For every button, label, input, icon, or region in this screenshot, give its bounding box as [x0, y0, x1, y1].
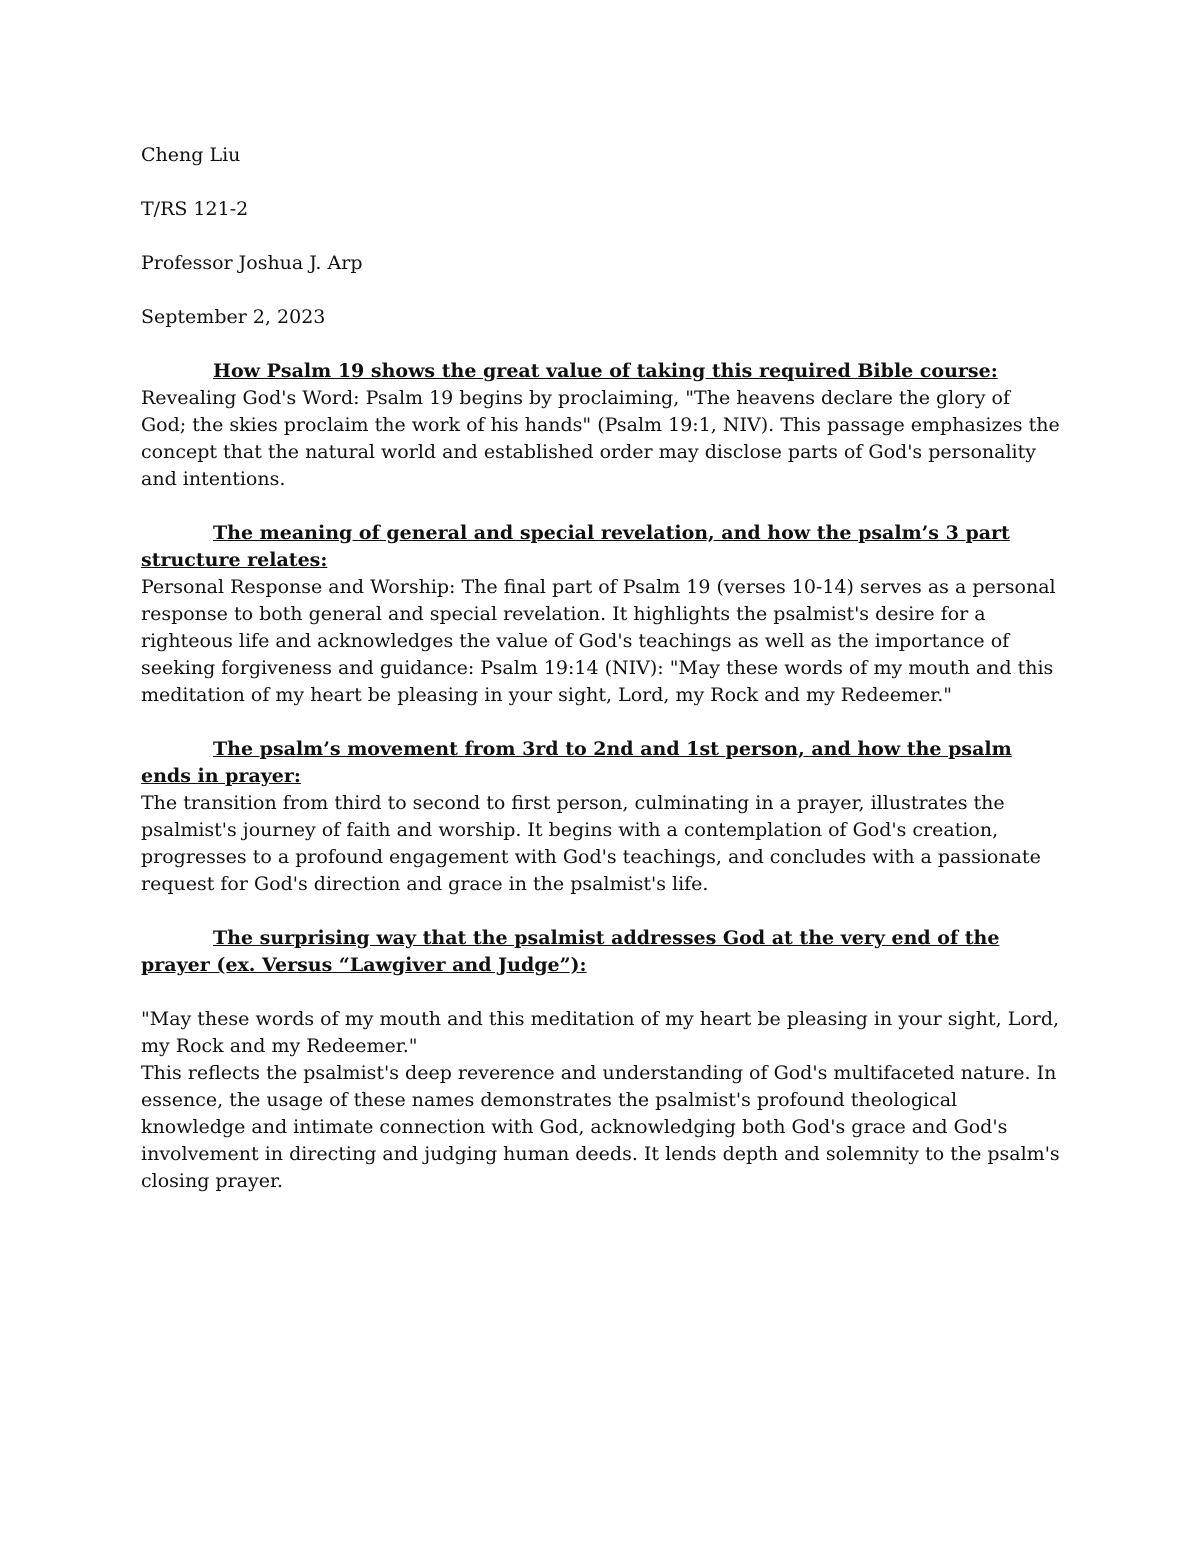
section-body-4: This reflects the psalmist's deep reverence and understanding of God's multifaceted nature. In essence, the usage of these names demonstrates the psalmist's profound theological knowledge and intimate connection with God, acknowledging both God's grace and God's involvement in directing and judging human deeds. It lends depth and solemnity to the psalm's closing prayer. — [141, 1062, 1060, 1192]
paragraph-spacer — [141, 709, 1061, 736]
document-date: September 2, 2023 — [141, 306, 326, 328]
section-heading-3: The psalm’s movement from 3rd to 2nd and 1st person, and how the psalm ends in prayer: — [141, 738, 1012, 787]
professor-name: Professor Joshua J. Arp — [141, 252, 363, 274]
document-body — [141, 142, 1061, 1195]
section-body-1: Revealing God's Word: Psalm 19 begins by proclaiming, "The heavens declare the glory of God; the skies proclaim the work of his hands" (Psalm 19:1, NIV). This passage emphasizes the concept that the natural world and established order may disclose parts of God's personality and intentions. — [141, 387, 1060, 490]
section-heading-1: How Psalm 19 shows the great value of taking this required Bible course: — [213, 360, 998, 382]
paragraph-spacer — [141, 979, 1061, 1006]
section-body-2: Personal Response and Worship: The final part of Psalm 19 (verses 10-14) serves as a personal response to both general and special revelation. It highlights the psalmist's desire for a righteous life and acknowledges the value of God's teachings as well as the importance of seeking forgiveness and guidance: Psalm 19:14 (NIV): "May these words of my mouth and this meditation of my heart be pleasing in your sight, Lord, my Rock and my Redeemer." — [141, 576, 1056, 706]
paragraph-spacer — [141, 493, 1061, 520]
section-quote-4: "May these words of my mouth and this meditation of my heart be pleasing in your sight, Lord, my Rock and my Redeemer." — [141, 1008, 1060, 1057]
paragraph-spacer — [141, 898, 1061, 925]
course-code: T/RS 121-2 — [141, 198, 249, 220]
section-heading-2: The meaning of general and special revelation, and how the psalm’s 3 part structure relates: — [141, 522, 1010, 571]
author-name: Cheng Liu — [141, 144, 241, 166]
section-heading-4: The surprising way that the psalmist addresses God at the very end of the prayer (ex. Versus “Lawgiver and Judge”): — [141, 927, 1000, 976]
section-body-3: The transition from third to second to first person, culminating in a prayer, illustrates the psalmist's journey of faith and worship. It begins with a contemplation of God's creation, progresses to a profound engagement with God's teachings, and concludes with a passionate request for God's direction and grace in the psalmist's life. — [141, 792, 1041, 895]
